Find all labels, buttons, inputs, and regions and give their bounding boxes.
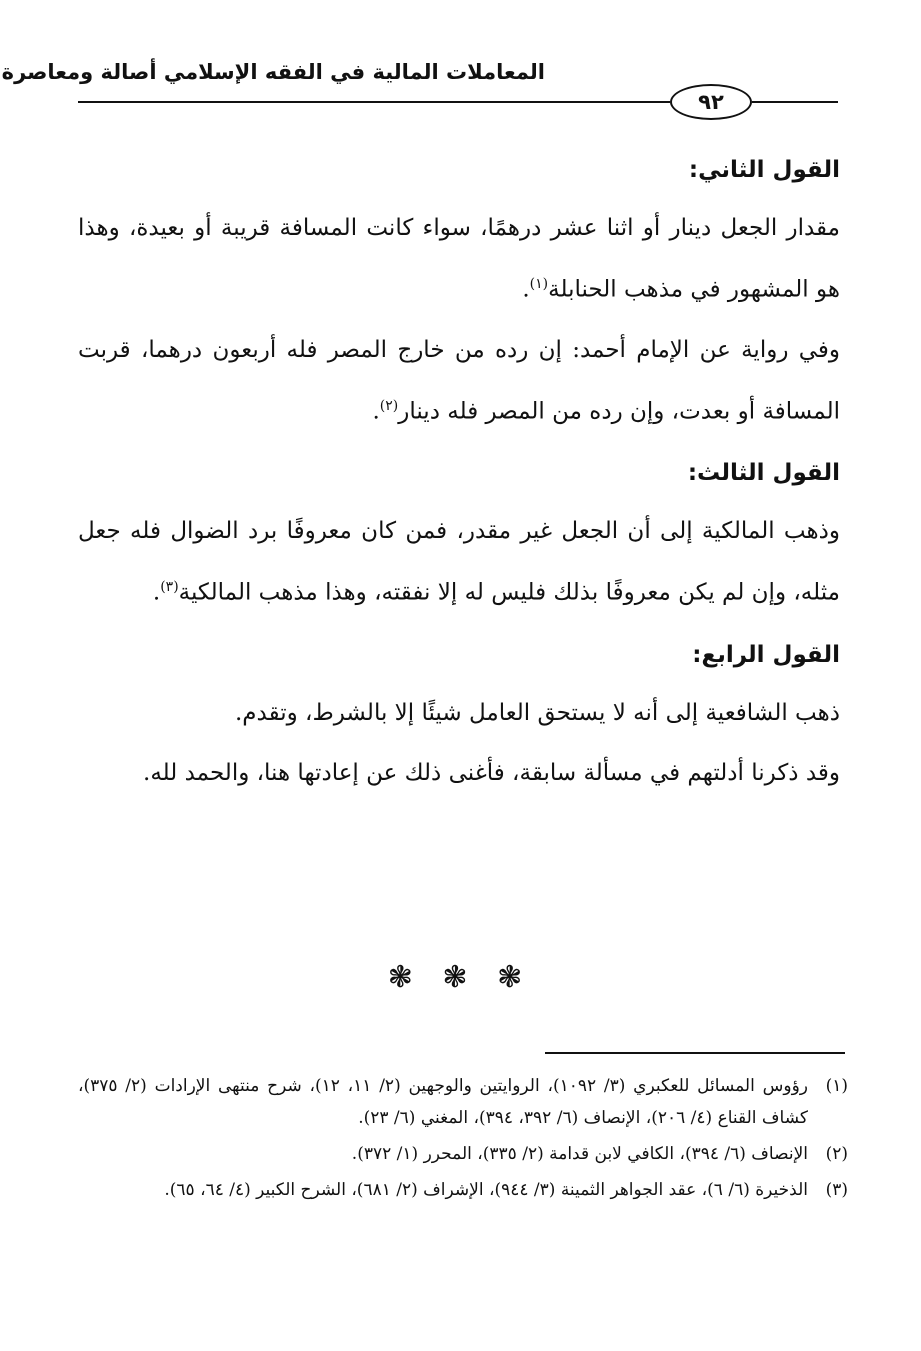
section-heading: القول الرابع:: [692, 641, 840, 668]
footnote: [78, 1138, 848, 1170]
footnote: [78, 1070, 848, 1134]
section-separator-ornament: ❃ ❃ ❃: [387, 960, 533, 995]
footnote-number: (٢): [825, 1144, 848, 1164]
header-rule: [78, 101, 670, 103]
page-number: ٩٢: [670, 84, 752, 120]
main-text: [78, 140, 840, 805]
footnote-reference[interactable]: (١): [529, 276, 549, 292]
section-heading: القول الثاني:: [688, 157, 840, 183]
paragraph: [78, 685, 840, 741]
paragraph-tail: .: [372, 398, 380, 425]
paragraph-text: مقدار الجعل دينار أو اثنا عشر درهمًا، سواء كانت المسافة قريبة أو بعيدة، وهذا هو المشهور في مذهب الحنابلة: [78, 215, 840, 303]
section-heading: القول الثالث:: [687, 460, 840, 487]
footnote-rule: [545, 1052, 845, 1054]
paragraph-tail: .: [152, 579, 161, 606]
footnote-reference[interactable]: (٣): [160, 579, 179, 596]
footnote-number: (٣): [825, 1180, 848, 1200]
paragraph-text: وذهب المالكية إلى أن الجعل غير مقدر، فمن كان معروفًا برد الضوال فله جعل مثله، وإن لم يكن معروفًا بذلك فليس له إلا نفقته، وهذا مذهب المالكية: [78, 518, 840, 606]
paragraph: [78, 322, 840, 440]
footnote-reference[interactable]: (٢): [379, 397, 399, 414]
header-rule: [752, 101, 838, 103]
footnote-text: الإنصاف (٦/ ٣٩٤)، الكافي لابن قدامة (٢/ ٣٣٥)، المحرر (١/ ٣٧٢).: [351, 1144, 808, 1164]
paragraph: [78, 503, 840, 621]
footnote-text: رؤوس المسائل للعكبري (٣/ ١٠٩٢)، الروايتين والوجهين (٢/ ١١، ١٢)، شرح منتهى الإرادات (٢/ ٣٧٥)، كشاف القناع (٤/ ٢٠٦)، الإنصاف (٦/ ٣٩٢، ٣٩٤)، المغني (٦/ ٢٣).: [78, 1076, 808, 1128]
paragraph: [78, 745, 840, 801]
paragraph-text: وقد ذكرنا أدلتهم في مسألة سابقة، فأغنى ذلك عن إعادتها هنا، والحمد لله.: [143, 759, 840, 786]
paragraph: [78, 200, 840, 318]
paragraph-tail: .: [522, 276, 530, 303]
footnote: [78, 1174, 848, 1206]
paragraph-text: وفي رواية عن الإمام أحمد: إن رده من خارج المصر فله أربعون درهما، قربت المسافة أو بعدت، وإن رده من المصر فله دينار: [78, 336, 840, 425]
paragraph-text: ذهب الشافعية إلى أنه لا يستحق العامل شيئًا إلا بالشرط، وتقدم.: [234, 699, 840, 726]
footnote-text: الذخيرة (٦/ ٦)، عقد الجواهر الثمينة (٣/ ٩٤٤)، الإشراف (٢/ ٦٨١)، الشرح الكبير (٤/ ٦٤، ٦٥).: [164, 1180, 808, 1200]
footnotes: [78, 1070, 848, 1210]
running-header-title: المعاملات المالية في الفقه الإسلامي أصالة ومعاصرة: [1, 60, 545, 84]
footnote-number: (١): [825, 1076, 848, 1096]
